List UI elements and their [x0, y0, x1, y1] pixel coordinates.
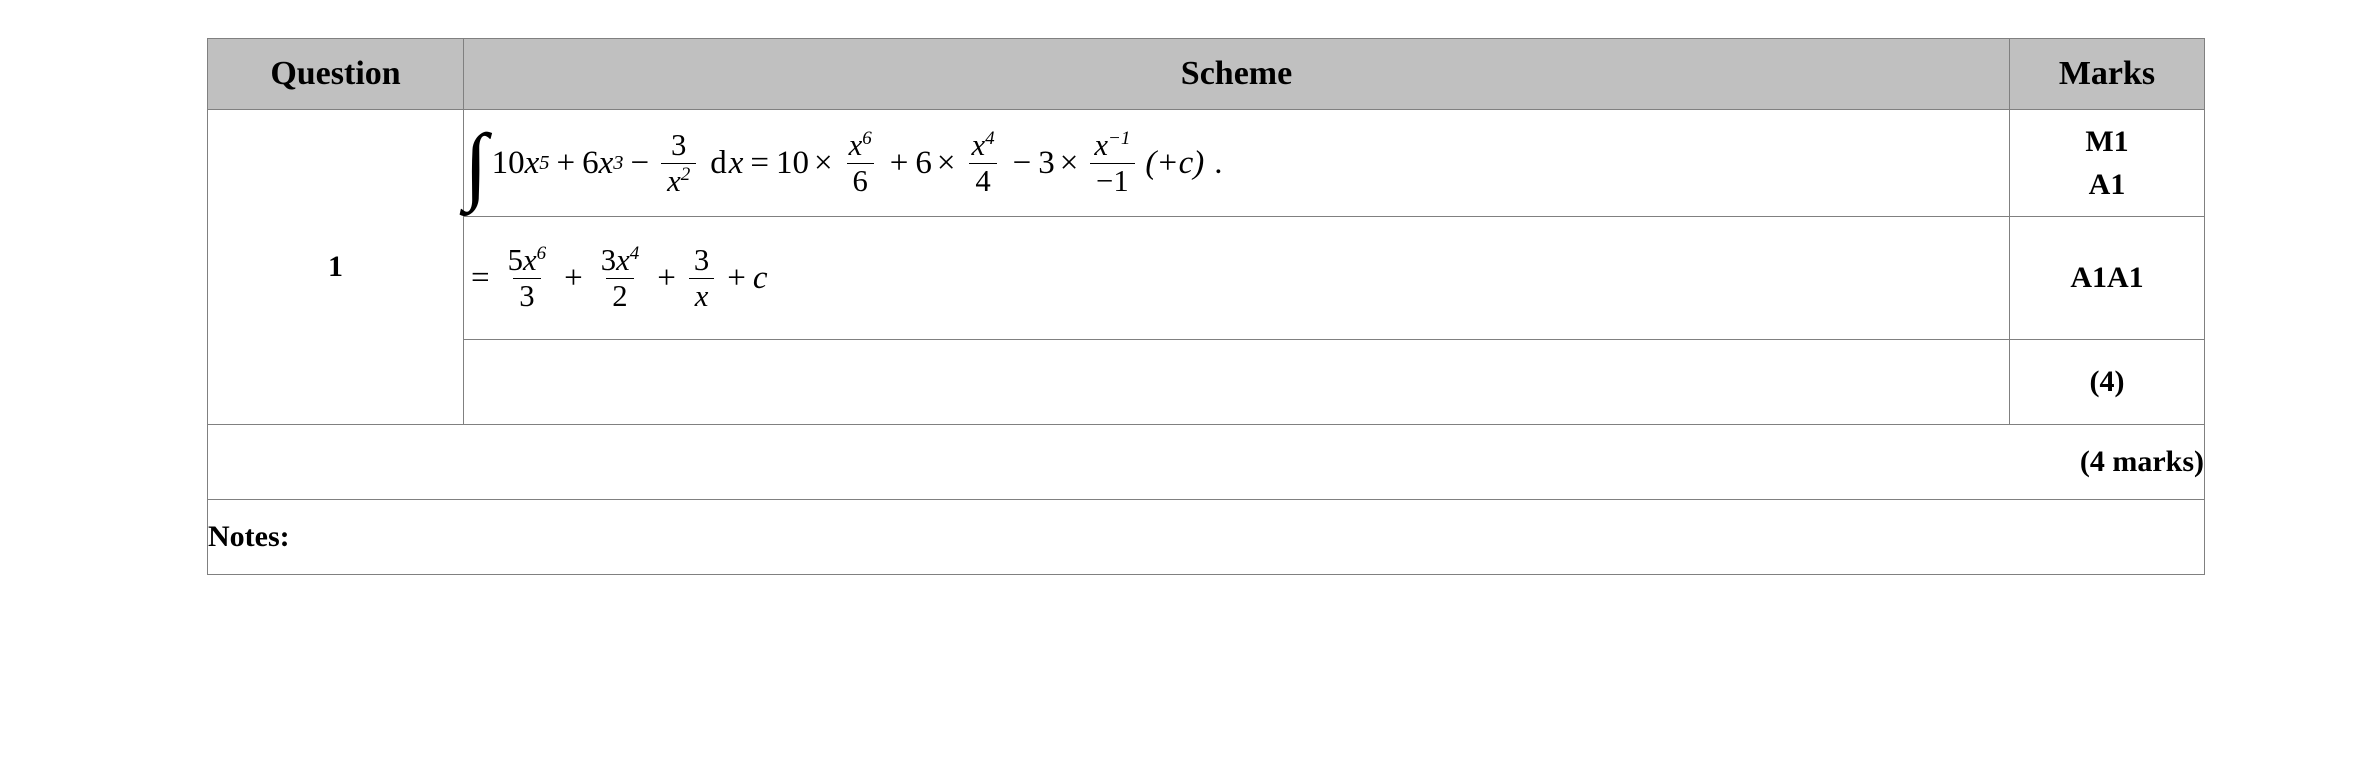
plus-sign-1: + [556, 144, 576, 181]
numerator-x-6: $x^6$ [848, 128, 872, 163]
constant-c: c [752, 259, 768, 296]
coefficient-6: 6 [582, 144, 599, 181]
constant-of-integration: (+c) [1145, 144, 1205, 181]
numerator-3: 3 [670, 128, 687, 163]
fraction-x6-over-6 [843, 129, 878, 196]
table-row [208, 217, 2205, 340]
table-header-row [208, 39, 2205, 110]
times-sign-3: × [1059, 144, 1079, 181]
marks-cell-row-1 [2010, 110, 2205, 217]
fraction-5x6-over-3 [502, 244, 552, 311]
marks-cell-subtotal: (4) [2010, 340, 2205, 425]
fraction-x4-over-4 [966, 129, 1001, 196]
denominator-x: x [689, 278, 715, 312]
numerator-3x4: $3x^4$ [600, 243, 640, 278]
total-marks: (4 marks) [208, 425, 2205, 500]
scheme-cell-line-1 [464, 110, 2010, 217]
column-header-question: Question [208, 39, 464, 110]
math-expression-result [464, 244, 2009, 311]
fraction-3-over-x [688, 244, 715, 311]
question-number: 1 [208, 110, 464, 425]
table-row [208, 110, 2205, 217]
coefficient-6-b: 6 [915, 144, 932, 181]
plus-sign-4: + [657, 259, 676, 296]
table-row [208, 340, 2205, 425]
denominator-neg1: −1 [1090, 163, 1135, 197]
table-row-total [208, 425, 2205, 500]
minus-sign-2: − [1012, 144, 1032, 181]
equals-sign-2: = [471, 259, 490, 296]
period-punctuation: . [1214, 144, 1223, 181]
variable-x-2: x [598, 144, 614, 181]
numerator-3-b: 3 [693, 243, 710, 278]
marks-cell-row-2 [2010, 217, 2205, 340]
variable-x-1: x [524, 144, 540, 181]
differential-d: d [710, 144, 727, 181]
column-header-marks: Marks [2010, 39, 2205, 110]
fraction-3x4-over-2 [595, 244, 645, 311]
plus-sign-3: + [564, 259, 583, 296]
numerator-5x6: $5x^6$ [507, 243, 547, 278]
integral-icon: ∫ [464, 116, 488, 213]
denominator-4: 4 [969, 163, 996, 197]
equals-sign-1: = [750, 144, 769, 181]
mark-a1a1: A1A1 [2070, 261, 2144, 295]
column-header-scheme: Scheme [464, 39, 2010, 110]
coefficient-10: 10 [491, 144, 525, 181]
mark-a1: A1 [2088, 168, 2126, 201]
mark-m1: M1 [2085, 124, 2129, 158]
denominator-2: 2 [606, 278, 633, 312]
numerator-x-neg1: $x^{-1}$ [1094, 128, 1131, 163]
mark-scheme-table [207, 38, 2205, 575]
math-expression-integral: ∫ 10 x 5 + 6 x 3 − $\frac{3}{x^2}$ d x = 10 × $\frac{x^6}{6}$ + 6 × $\frac{x^4}{4}$ − 3 × $\frac{x^{-1}}{-1}$ (+c) . [464, 116, 1223, 213]
plus-sign-2: + [889, 144, 909, 181]
notes-label: Notes: [208, 500, 2205, 575]
times-sign-2: × [936, 144, 956, 181]
differential-x: x [728, 144, 744, 181]
coefficient-10-b: 10 [775, 144, 809, 181]
plus-sign-5: + [727, 259, 746, 296]
denominator-3: 3 [513, 278, 540, 312]
numerator-x-4: $x^4$ [971, 128, 995, 163]
scheme-cell-line-2 [464, 217, 2010, 340]
fraction-3-over-x-squared [661, 129, 696, 196]
denominator-x-squared: $x^2$ [661, 163, 696, 197]
minus-sign-1: − [630, 144, 650, 181]
fraction-xneg1-over-neg1 [1088, 129, 1136, 196]
denominator-6: 6 [847, 163, 874, 197]
coefficient-3: 3 [1038, 144, 1055, 181]
scheme-cell-empty [464, 340, 2010, 425]
table-row-notes [208, 500, 2205, 575]
times-sign-1: × [813, 144, 833, 181]
